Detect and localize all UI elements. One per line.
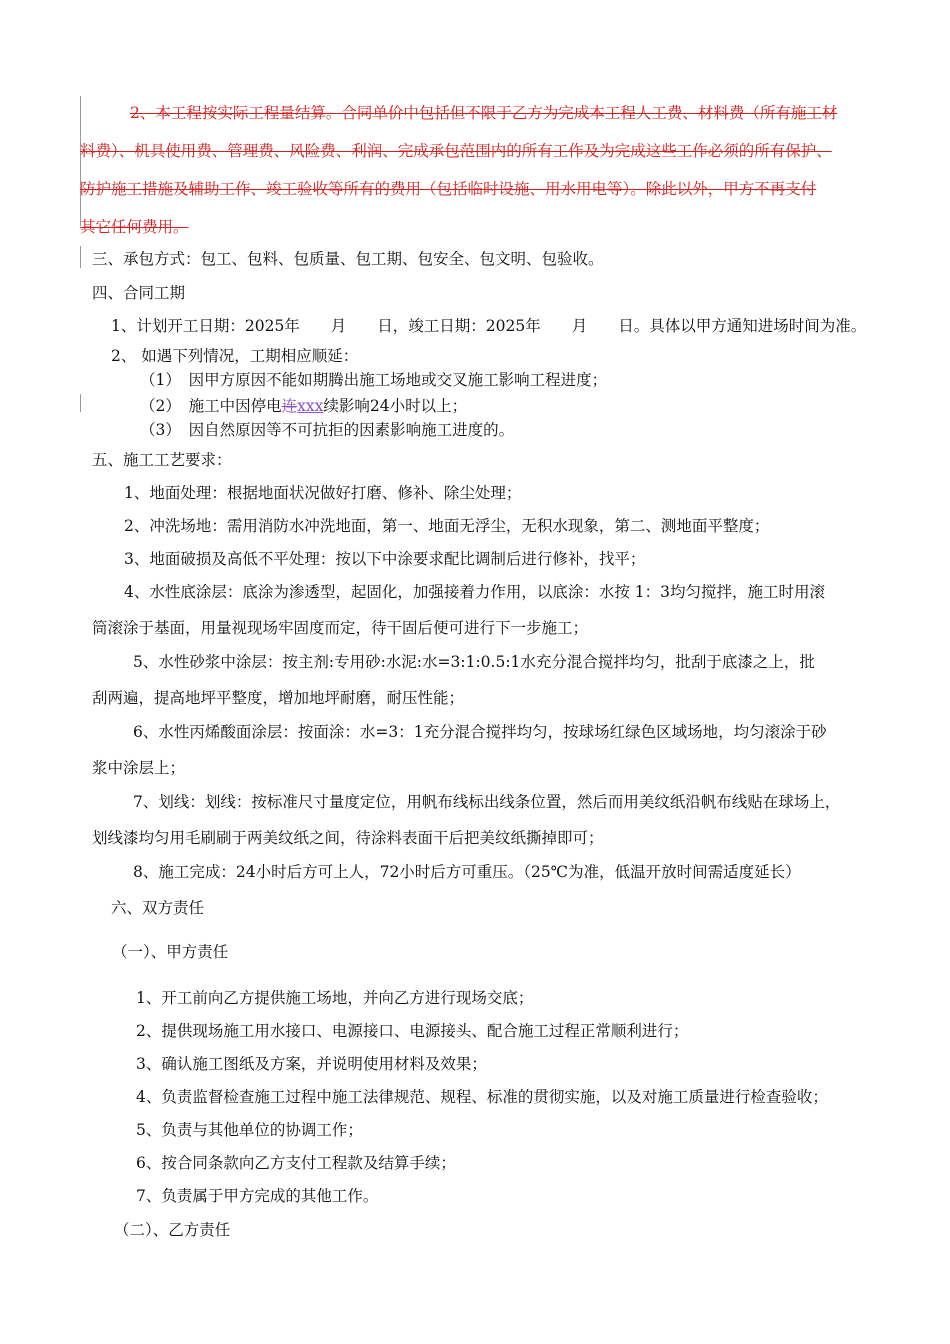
party-a-item: 3、确认施工图纸及方案，并说明使用材料及效果； bbox=[136, 1055, 487, 1073]
schedule-subitem-3: （3） 因自然原因等不可抗拒的因素影响施工进度的。 bbox=[140, 421, 515, 439]
process-item-5: 5、水性砂浆中涂层：按主剂:专用砂:水泥:水=3:1:0.5:1水充分混合搅拌均匀，批刮于底漆之上，批 bbox=[133, 653, 815, 671]
party-b-title: （二）、乙方责任 bbox=[114, 1221, 231, 1239]
party-a-title: （一）、甲方责任 bbox=[112, 943, 229, 961]
process-item-6: 6、水性丙烯酸面涂层：按面涂：水=3：1充分混合搅拌均匀，按球场红绿色区域场地，均匀滚涂于砂 bbox=[133, 723, 827, 741]
section-4-title: 四、合同工期 bbox=[92, 284, 186, 302]
deleted-text-line: 料费）、机具使用费、管理费、风险费、利润、完成承包范围内的所有工作及为完成这些工作必须的所有保护、 bbox=[80, 142, 832, 160]
process-item-8: 8、施工完成：24小时后方可上人，72小时后方可重压。（25℃为准，低温开放时间需适度延长） bbox=[133, 863, 801, 881]
revision-change-bar bbox=[80, 96, 81, 226]
process-item-2: 2、冲洗场地：需用消防水冲洗地面，第一、地面无浮尘，无积水现象，第二、测地面平整度； bbox=[124, 517, 770, 535]
process-item-5-cont: 刮两遍，提高地坪平整度，增加地坪耐磨，耐压性能； bbox=[92, 689, 465, 707]
section-5-title: 五、施工工艺要求： bbox=[92, 451, 232, 469]
party-a-item: 5、负责与其他单位的协调工作； bbox=[136, 1121, 363, 1139]
schedule-subitem-1: （1） 因甲方原因不能如期腾出施工场地或交叉施工影响工程进度； bbox=[140, 371, 608, 389]
deleted-text-line: 防护施工措施及辅助工作、竣工验收等所有的费用（包括临时设施、用水用电等）。除此以外，甲方不再支付 bbox=[80, 180, 817, 198]
process-item-7-cont: 划线漆均匀用毛刷刷于两美纹纸之间，待涂料表面干后把美纹纸撕掉即可； bbox=[92, 829, 604, 847]
process-item-1: 1、地面处理：根据地面状况做好打磨、修补、除尘处理； bbox=[124, 484, 522, 502]
section-6-title: 六、双方责任 bbox=[111, 899, 205, 917]
process-item-4-cont: 筒滚涂于基面，用量视现场牢固度而定，待干固后便可进行下一步施工； bbox=[92, 619, 589, 637]
deleted-text-line: 2、本工程按实际工程量结算。合同单价中包括但不限于乙方为完成本工程人工费、材料费（所有施工材 bbox=[130, 104, 838, 122]
process-item-3: 3、地面破损及高低不平处理：按以下中涂要求配比调制后进行修补，找平； bbox=[124, 550, 646, 568]
schedule-subitem-2: （2） 施工中因停电连xxx续影响24小时以上； bbox=[140, 397, 468, 415]
party-a-item: 2、提供现场施工用水接口、电源接口、电源接头、配合施工过程正常顺利进行； bbox=[136, 1022, 689, 1040]
process-item-4: 4、水性底涂层：底涂为渗透型，起固化，加强接着力作用，以底涂：水按 1：3均匀搅拌，施工时用滚 bbox=[124, 583, 826, 601]
section-3-contract-mode: 三、承包方式：包工、包料、包质量、包工期、包安全、包文明、包验收。 bbox=[92, 250, 604, 268]
revision-change-bar bbox=[80, 246, 81, 268]
party-a-item: 1、开工前向乙方提供施工场地，并向乙方进行现场交底； bbox=[136, 989, 534, 1007]
party-a-item: 6、按合同条款向乙方支付工程款及结算手续； bbox=[136, 1154, 456, 1172]
party-a-item: 4、负责监督检查施工过程中施工法律规范、规程、标准的贯彻实施，以及对施工质量进行检查验收； bbox=[136, 1088, 828, 1106]
party-a-item: 7、负责属于甲方完成的其他工作。 bbox=[136, 1187, 379, 1205]
process-item-6-cont: 浆中涂层上； bbox=[92, 759, 186, 777]
schedule-item-2: 2、 如遇下列情况，工期相应顺延： bbox=[111, 347, 359, 365]
revision-change-bar bbox=[80, 394, 81, 412]
process-item-7: 7、划线：划线：按标准尺寸量度定位，用帆布线标出线条位置，然后而用美纹纸沿帆布线贴在球场上， bbox=[133, 793, 841, 811]
schedule-item-1: 1、计划开工日期：2025年 月 日，竣工日期：2025年 月 日。具体以甲方通知进场时间为准。 bbox=[111, 317, 867, 335]
deleted-char: 连 bbox=[281, 397, 298, 415]
inserted-text: xxx bbox=[297, 397, 324, 415]
deleted-text-line: 其它任何费用。 bbox=[80, 218, 189, 236]
